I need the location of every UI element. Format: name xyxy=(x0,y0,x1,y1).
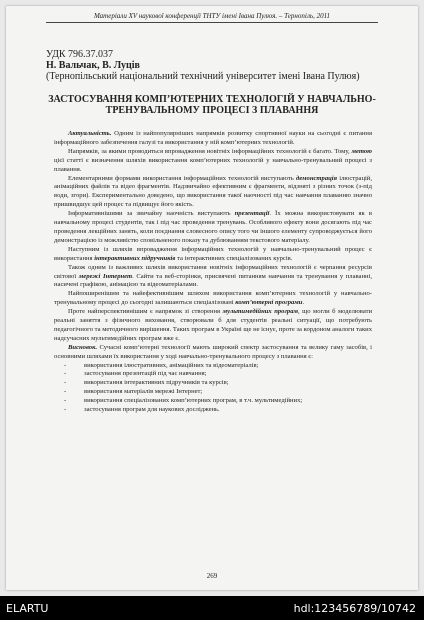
paragraph-text: , що могли б моделювати реальні заняття з фізичного виховання, створювали б для студентів реальні ситуації, що потребують педагогічного та методичного вирішення. Таких програм в Україні ще не існує, проте за кордоном аналоги таких надсучасних мультимедійних програм вже є. xyxy=(54,308,372,342)
emphasis-programs: комп’ютерні програми xyxy=(235,299,303,307)
paragraph-programs xyxy=(54,290,372,308)
paragraph-multimedia xyxy=(54,308,372,344)
paragraph-text: Одним із найпопулярніших напрямків розвитку спортивної науки на сьогодні є питання інформаційного забезпечення галузі та використання у ній комп’ютерних технологій. xyxy=(54,130,372,146)
paragraph-internet xyxy=(54,264,372,291)
paragraph-presentations xyxy=(54,210,372,246)
paragraph-text: Найпоширенішим та найефективнішим шляхом використання комп’ютерних технологій у навчально-тренувальному процесі до сьогодні залишаються спеціалізовані xyxy=(54,290,372,307)
conclusion-list xyxy=(54,362,372,415)
page-number: 269 xyxy=(206,572,218,580)
paragraph-textbooks xyxy=(54,246,372,264)
emphasis-internet: мережі Інтернет xyxy=(78,272,133,280)
paragraph-text: та інтерактивних спеціалізованих курсів. xyxy=(175,254,293,262)
repository-footer-bar xyxy=(0,596,424,620)
paper-title: ЗАСТОСУВАННЯ КОМП’ЮТЕРНИХ ТЕХНОЛОГІЙ У НАВЧАЛЬНО-ТРЕНУВАЛЬНОМУ ПРОЦЕСІ З ПЛАВАННЯ xyxy=(48,94,376,116)
handle-identifier: hdl:123456789/10742 xyxy=(293,602,416,615)
list-item: - використання матеріалів мережі Інтернет; xyxy=(54,388,372,397)
paragraph-text: Елементарними формами використання інформаційних технологій виступають xyxy=(68,174,296,182)
list-item: - використання спеціалізованих комп’ютерних програм, в т.ч. мультимедійних; xyxy=(54,397,372,406)
list-item: - використання ілюстративних, анімаційних та відеоматеріалів; xyxy=(54,362,372,371)
paragraph-text: Наступним із шляхів впровадження інформаційних технологій у навчально-тренувальний процес є використання xyxy=(54,245,372,262)
authors: Н. Вальчак, В. Луців xyxy=(46,60,140,71)
paragraph-text: . Їх можна використовувати як в навчальному процесі студентів, так і під час проведення тренувань. Особливого ефекту вони досягають під час проведення лекційних занять, коли поєднання словесного опису того чи іншого елементу супроводжується його демонстрацією із можливістю сповільненого показу та дублюванням текстового матеріалу. xyxy=(54,210,372,244)
paragraph-text: Напрямків, за якими проводиться впровадження новітніх інформаційних технологій є багато. Тому, xyxy=(68,147,352,155)
paragraph-text: Інформативнішими за звичайну наочність виступають xyxy=(68,210,235,218)
paragraph-text: Сучасні комп’ютерні технології мають широкий спектр застосування та велику гаму засобів, і основними шляхами їх використання у ході навчально-тренувального процесу з плавання є: xyxy=(54,343,372,360)
list-item: - застосування презентацій під час навчання; xyxy=(54,370,372,379)
list-item: - використання інтерактивних підручників та курсів; xyxy=(54,379,372,388)
lead-conclusion: Висновок. xyxy=(68,343,98,351)
repository-name: ELARTU xyxy=(6,602,49,615)
paragraph-goal xyxy=(54,148,372,175)
paragraph-conclusion xyxy=(54,344,372,362)
emphasis-textbooks: інтерактивних підручників xyxy=(94,254,176,262)
emphasis-demonstration: демонстрація xyxy=(295,174,338,182)
udc-code: УДК 796.37.037 xyxy=(46,49,114,60)
emphasis-goal: метою xyxy=(351,147,372,155)
affiliation: (Тернопільський національний технічний університет імені Івана Пулюя) xyxy=(46,71,360,82)
paragraph-text: Проте найперспективнішим є напрямок зі створення xyxy=(68,308,223,316)
paragraph-text: . Сайти та веб-сторінки, присвячені питанням навчання та тренування у плаванні, насичені графікою, анімацією та відеоматеріалами. xyxy=(54,272,372,289)
paragraph-text: Також одним із важливих шляхів використання новітніх інформаційних технологій є черпання ресурсів світової xyxy=(54,263,372,280)
header-rule xyxy=(46,22,378,23)
paragraph-relevance xyxy=(54,130,372,148)
emphasis-presentations: презентації xyxy=(234,210,270,218)
paragraph-text: цієї статті є визначення шляхів використання комп’ютерних технологій у навчально-тренувальний процесі з плавання. xyxy=(54,156,372,173)
body-text xyxy=(54,130,372,415)
paragraph-text: . xyxy=(302,299,305,307)
paragraph-demonstration xyxy=(54,175,372,211)
document-page xyxy=(6,6,418,590)
emphasis-multimedia: мультимедійних програм xyxy=(222,308,299,316)
list-item: - застосування програм для наукових досліджень. xyxy=(54,406,372,415)
running-header: Матеріали XV наукової конференції ТНТУ імені Івана Пулюя. – Тернопіль, 2011 xyxy=(93,12,331,20)
paragraph-text: ілюстрацій, анімаційних файлів та відео фрагментів. Надзвичайно ефективним є фрагменти, відзняті з різних точок (з-під води, згори). Експериментально доведено, що використання такої наочності під час навчання плаванню значно пришвидшує цей процес та підвищує його якість. xyxy=(54,174,372,209)
lead-relevance: Актуальність. xyxy=(68,130,112,137)
